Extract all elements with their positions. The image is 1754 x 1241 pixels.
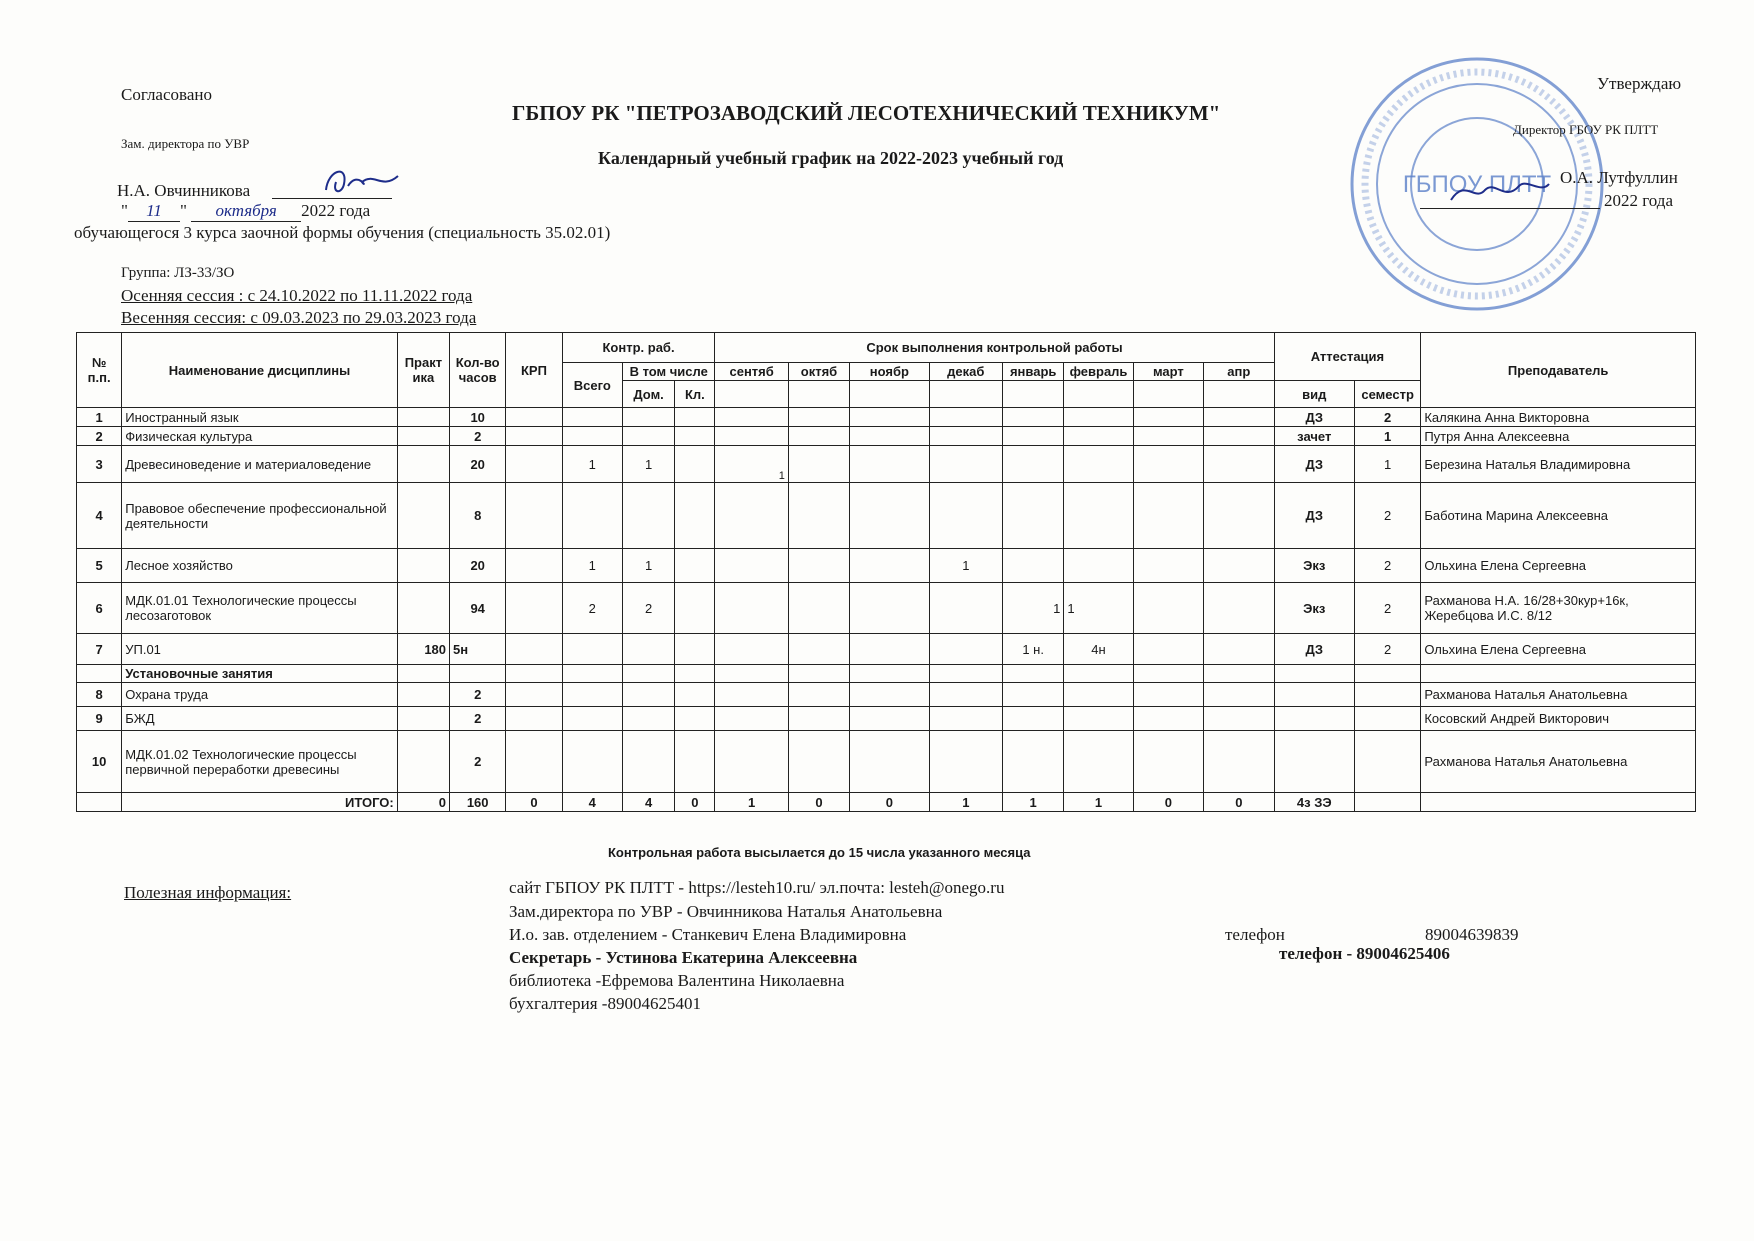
- month-cell: [1003, 408, 1064, 427]
- month-cell: [1204, 446, 1274, 483]
- schedule-table: [76, 332, 1696, 812]
- control-total-cell: [562, 483, 622, 549]
- month-cell: [929, 446, 1002, 483]
- totals-month: 1: [1003, 793, 1064, 812]
- month-cell: [715, 427, 788, 446]
- table-row: [77, 483, 1696, 549]
- table-row: [77, 446, 1696, 483]
- krp-cell: [506, 446, 562, 483]
- month-cell: [850, 549, 929, 583]
- secretary-line: Секретарь - Устинова Екатерина Алексеевна: [509, 948, 858, 967]
- page-title: ГБПОУ РК "ПЕТРОЗАВОДСКИЙ ЛЕСОТЕХНИЧЕСКИЙ ТЕХНИКУМ": [512, 101, 1221, 125]
- col-month: февраль: [1064, 363, 1133, 381]
- col-semester: семестр: [1354, 381, 1420, 408]
- control-total-cell: 2: [562, 583, 622, 634]
- krp-cell: [506, 408, 562, 427]
- totals-control-total: 4: [562, 793, 622, 812]
- col-class: Кл.: [675, 381, 715, 408]
- row-number: 7: [77, 634, 122, 665]
- discipline-name: МДК.01.02 Технологические процессы первичной переработки древесины: [122, 731, 398, 793]
- totals-month: 0: [788, 793, 849, 812]
- spring-session: Весенняя сессия: с 09.03.2023 по 29.03.2023 года: [121, 308, 477, 327]
- table-row: [77, 707, 1696, 731]
- page-subtitle: Календарный учебный график на 2022-2023 учебный год: [598, 148, 1064, 168]
- month-cell: [788, 427, 849, 446]
- hours-cell: 20: [450, 549, 506, 583]
- month-cell: [715, 408, 788, 427]
- totals-practice: 0: [397, 793, 449, 812]
- month-cell: [715, 634, 788, 665]
- deputy-position: Зам. директора по УВР: [121, 136, 250, 151]
- row-number: 3: [77, 446, 122, 483]
- col-num: № п.п.: [77, 333, 122, 408]
- col-deadline: Срок выполнения контрольной работы: [715, 333, 1274, 363]
- director-date-year: 2022 года: [1604, 191, 1674, 210]
- table-row: [77, 683, 1696, 707]
- krp-cell: [506, 427, 562, 446]
- col-total: Всего: [562, 363, 622, 408]
- month-cell: [929, 483, 1002, 549]
- autumn-session: Осенняя сессия : с 24.10.2022 по 11.11.2022 года: [121, 286, 473, 305]
- teacher-name: Баботина Марина Алексеевна: [1421, 483, 1696, 549]
- hours-cell: 8: [450, 483, 506, 549]
- hours-cell: 5н: [450, 634, 506, 665]
- table-row: [77, 634, 1696, 665]
- teacher-name: Ольхина Елена Сергеевна: [1421, 549, 1696, 583]
- col-home: Дом.: [622, 381, 674, 408]
- col-month: сентяб: [715, 363, 788, 381]
- row-number: 2: [77, 427, 122, 446]
- month-cell: [929, 427, 1002, 446]
- teacher-name: Рахманова Н.А. 16/28+30кур+16к, Жеребцова И.С. 8/12: [1421, 583, 1696, 634]
- col-month: март: [1133, 363, 1203, 381]
- control-class-cell: [675, 408, 715, 427]
- date-year: 2022 года: [301, 201, 371, 220]
- section-row: [77, 665, 1696, 683]
- month-cell: [1133, 549, 1203, 583]
- month-cell: [1064, 446, 1133, 483]
- discipline-name: МДК.01.01 Технологические процессы лесозаготовок: [122, 583, 398, 634]
- col-month: апр: [1204, 363, 1274, 381]
- col-month: январь: [1003, 363, 1064, 381]
- totals-month: 1: [715, 793, 788, 812]
- practice-cell: [397, 446, 449, 483]
- table-row: [77, 583, 1696, 634]
- practice-cell: [397, 427, 449, 446]
- teacher-name: Рахманова Наталья Анатольевна: [1421, 683, 1696, 707]
- stamp-text: ГБПОУ ПЛТТ: [1402, 171, 1552, 198]
- row-number: 10: [77, 731, 122, 793]
- month-cell: 1 н.: [1003, 634, 1064, 665]
- deputy-signature: [318, 160, 408, 200]
- control-total-cell: 1: [562, 446, 622, 483]
- month-cell: [788, 583, 849, 634]
- row-number: 9: [77, 707, 122, 731]
- month-cell: [1064, 427, 1133, 446]
- date-quote-close: ": [179, 201, 187, 220]
- krp-cell: [506, 549, 562, 583]
- col-type: вид: [1274, 381, 1354, 408]
- discipline-name: Древесиноведение и материаловедение: [122, 446, 398, 483]
- month-cell: [850, 446, 929, 483]
- month-cell: [929, 583, 1002, 634]
- phone-value: 89004639839: [1425, 925, 1519, 944]
- month-cell: 1: [929, 549, 1002, 583]
- hours-cell: 2: [450, 707, 506, 731]
- month-cell: [1133, 446, 1203, 483]
- hours-cell: 94: [450, 583, 506, 634]
- phone-label: телефон: [1225, 925, 1285, 944]
- totals-month: 0: [1204, 793, 1274, 812]
- attestation-type: Экз: [1274, 549, 1354, 583]
- hours-cell: 2: [450, 427, 506, 446]
- col-discipline: Наименование дисциплины: [122, 333, 398, 408]
- deputy-line: Зам.директора по УВР - Овчинникова Наталья Анатольевна: [509, 902, 943, 921]
- month-cell: [1204, 483, 1274, 549]
- secretary-phone: телефон - 89004625406: [1279, 944, 1450, 963]
- row-number: 5: [77, 549, 122, 583]
- month-cell: [850, 408, 929, 427]
- month-cell: [1003, 549, 1064, 583]
- student-line: обучающегося 3 курса заочной формы обучения (специальность 35.02.01): [74, 223, 611, 242]
- attestation-semester: 1: [1354, 446, 1420, 483]
- deputy-name: Н.А. Овчинникова: [117, 181, 251, 200]
- month-cell: [850, 483, 929, 549]
- director-position: Директор ГБОУ РК ПЛТТ: [1513, 122, 1659, 137]
- section-label: Установочные занятия: [122, 665, 398, 683]
- col-attestation: Аттестация: [1274, 333, 1421, 381]
- month-cell: [1204, 549, 1274, 583]
- col-month: октяб: [788, 363, 849, 381]
- hours-cell: 2: [450, 731, 506, 793]
- month-cell: 1: [715, 446, 788, 483]
- date-month: октября: [191, 201, 301, 222]
- month-cell: 1: [1003, 583, 1064, 634]
- totals-row: [77, 793, 1696, 812]
- discipline-name: Физическая культура: [122, 427, 398, 446]
- totals-krp: 0: [506, 793, 562, 812]
- month-cell: [788, 549, 849, 583]
- control-home-cell: 1: [622, 446, 674, 483]
- hours-cell: 2: [450, 683, 506, 707]
- discipline-name: Лесное хозяйство: [122, 549, 398, 583]
- krp-cell: [506, 634, 562, 665]
- table-row: [77, 549, 1696, 583]
- totals-label: ИТОГО:: [122, 793, 398, 812]
- attestation-semester: 2: [1354, 408, 1420, 427]
- practice-cell: 180: [397, 634, 449, 665]
- row-number: 8: [77, 683, 122, 707]
- month-cell: [850, 634, 929, 665]
- approve-label: Утверждаю: [1597, 74, 1682, 93]
- month-cell: [1003, 427, 1064, 446]
- director-name: О.А. Лутфуллин: [1560, 168, 1678, 187]
- totals-month: 0: [850, 793, 929, 812]
- teacher-name: Рахманова Наталья Анатольевна: [1421, 731, 1696, 793]
- header-row-1: [77, 333, 1696, 363]
- useful-info-label: Полезная информация:: [124, 883, 292, 902]
- attestation-semester: 2: [1354, 583, 1420, 634]
- date-day: 11: [128, 201, 180, 222]
- attestation-type: зачет: [1274, 427, 1354, 446]
- head-line: И.о. зав. отделением - Станкевич Елена Владимировна: [509, 925, 907, 944]
- month-cell: [1003, 483, 1064, 549]
- teacher-name: Косовский Андрей Викторович: [1421, 707, 1696, 731]
- month-cell: [715, 583, 788, 634]
- col-month: декаб: [929, 363, 1002, 381]
- month-cell: [1064, 549, 1133, 583]
- col-teacher: Преподаватель: [1421, 333, 1696, 408]
- agreed-label: Согласовано: [121, 85, 212, 104]
- month-cell: [1204, 583, 1274, 634]
- attestation-semester: 2: [1354, 634, 1420, 665]
- teacher-name: Путря Анна Алексеевна: [1421, 427, 1696, 446]
- control-class-cell: [675, 427, 715, 446]
- row-number: 4: [77, 483, 122, 549]
- teacher-name: Березина Наталья Владимировна: [1421, 446, 1696, 483]
- deadline-note: Контрольная работа высылается до 15 числа указанного месяца: [608, 845, 1031, 860]
- month-cell: [1133, 483, 1203, 549]
- table-row: [77, 408, 1696, 427]
- totals-month: 0: [1133, 793, 1203, 812]
- krp-cell: [506, 483, 562, 549]
- totals-hours: 160: [450, 793, 506, 812]
- site-line: сайт ГБПОУ РК ПЛТТ - https://lesteh10.ru/ эл.почта: lesteh@onego.ru: [509, 878, 1005, 897]
- practice-cell: [397, 408, 449, 427]
- month-cell: 1: [1064, 583, 1133, 634]
- month-cell: [1204, 408, 1274, 427]
- hours-cell: 10: [450, 408, 506, 427]
- attestation-semester: 1: [1354, 427, 1420, 446]
- control-total-cell: [562, 408, 622, 427]
- totals-month: 1: [929, 793, 1002, 812]
- col-control: Контр. раб.: [562, 333, 715, 363]
- month-cell: [1204, 427, 1274, 446]
- month-cell: [788, 446, 849, 483]
- krp-cell: [506, 583, 562, 634]
- control-class-cell: [675, 549, 715, 583]
- attestation-semester: 2: [1354, 483, 1420, 549]
- totals-month: 1: [1064, 793, 1133, 812]
- control-class-cell: [675, 446, 715, 483]
- accounting-line: бухгалтерия -89004625401: [509, 994, 701, 1013]
- director-date-line: [1420, 208, 1600, 209]
- attestation-type: ДЗ: [1274, 446, 1354, 483]
- control-total-cell: [562, 634, 622, 665]
- discipline-name: Охрана труда: [122, 683, 398, 707]
- practice-cell: [397, 549, 449, 583]
- month-cell: [1064, 408, 1133, 427]
- month-cell: [850, 427, 929, 446]
- discipline-name: Иностранный язык: [122, 408, 398, 427]
- discipline-name: БЖД: [122, 707, 398, 731]
- deputy-date: [121, 201, 370, 222]
- attestation-type: ДЗ: [1274, 634, 1354, 665]
- attestation-semester: 2: [1354, 549, 1420, 583]
- discipline-name: УП.01: [122, 634, 398, 665]
- attestation-type: ДЗ: [1274, 483, 1354, 549]
- month-cell: [1064, 483, 1133, 549]
- month-cell: [1204, 634, 1274, 665]
- attestation-type: ДЗ: [1274, 408, 1354, 427]
- totals-control-class: 0: [675, 793, 715, 812]
- month-cell: [788, 483, 849, 549]
- month-cell: [788, 634, 849, 665]
- table-row: [77, 731, 1696, 793]
- col-hours: Кол-во часов: [450, 333, 506, 408]
- control-home-cell: [622, 634, 674, 665]
- month-cell: [850, 583, 929, 634]
- col-practice: Практ ика: [397, 333, 449, 408]
- practice-cell: [397, 583, 449, 634]
- library-line: библиотека -Ефремова Валентина Николаевна: [509, 971, 845, 990]
- totals-control-home: 4: [622, 793, 674, 812]
- date-quote-open: ": [121, 201, 128, 220]
- month-cell: [1003, 446, 1064, 483]
- month-cell: [929, 408, 1002, 427]
- discipline-name: Правовое обеспечение профессиональной деятельности: [122, 483, 398, 549]
- month-cell: 4н: [1064, 634, 1133, 665]
- col-including: В том числе: [622, 363, 715, 381]
- month-cell: [1133, 427, 1203, 446]
- control-total-cell: 1: [562, 549, 622, 583]
- control-total-cell: [562, 427, 622, 446]
- hours-cell: 20: [450, 446, 506, 483]
- control-class-cell: [675, 634, 715, 665]
- control-home-cell: 2: [622, 583, 674, 634]
- month-cell: [715, 549, 788, 583]
- col-month: ноябр: [850, 363, 929, 381]
- row-number: 1: [77, 408, 122, 427]
- control-home-cell: [622, 483, 674, 549]
- director-signature: [1445, 172, 1555, 212]
- control-home-cell: [622, 408, 674, 427]
- teacher-name: Калякина Анна Викторовна: [1421, 408, 1696, 427]
- month-cell: [788, 408, 849, 427]
- group-label: Группа: ЛЗ-33/ЗО: [121, 265, 235, 281]
- month-cell: [715, 483, 788, 549]
- control-home-cell: [622, 427, 674, 446]
- month-cell: [1133, 634, 1203, 665]
- month-cell: [1133, 583, 1203, 634]
- control-home-cell: 1: [622, 549, 674, 583]
- table-row: [77, 427, 1696, 446]
- month-cell: [929, 634, 1002, 665]
- attestation-type: Экз: [1274, 583, 1354, 634]
- control-class-cell: [675, 483, 715, 549]
- totals-attestation: 4з ЗЭ: [1274, 793, 1354, 812]
- row-number: 6: [77, 583, 122, 634]
- month-cell: [1133, 408, 1203, 427]
- practice-cell: [397, 483, 449, 549]
- control-class-cell: [675, 583, 715, 634]
- col-krp: КРП: [506, 333, 562, 408]
- teacher-name: Ольхина Елена Сергеевна: [1421, 634, 1696, 665]
